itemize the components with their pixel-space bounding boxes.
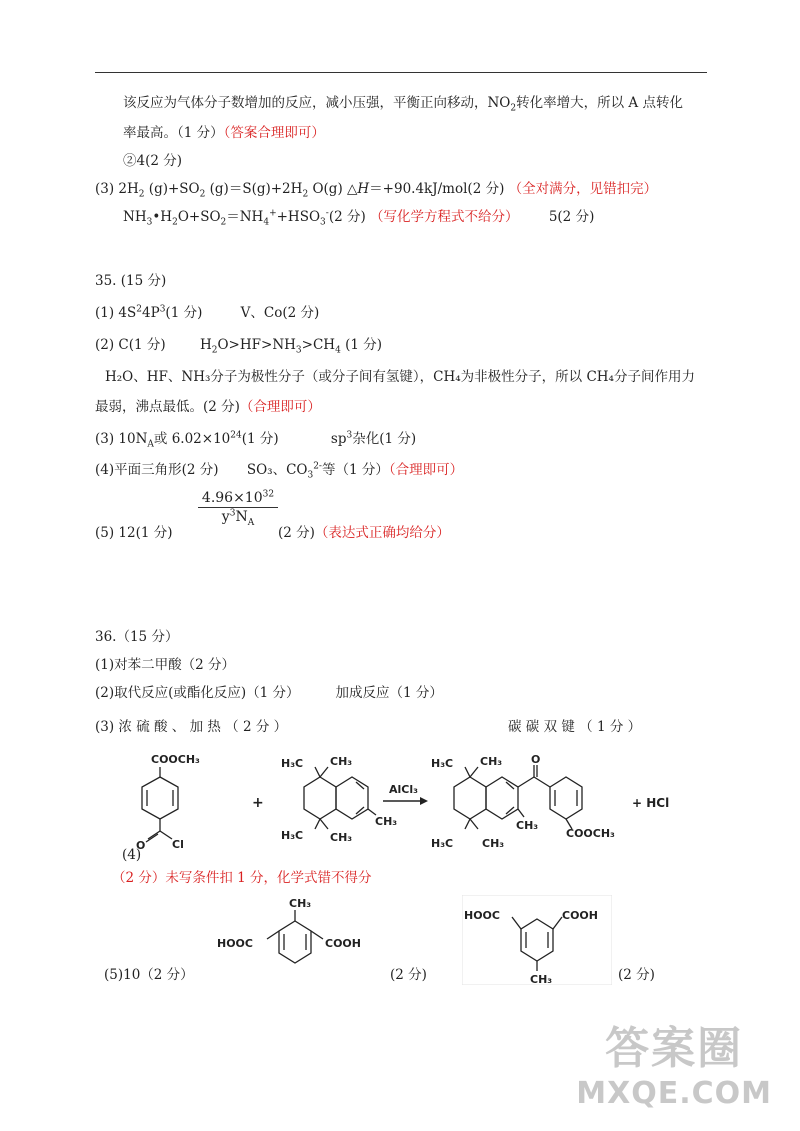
text-line: (3) $10N_A$或 $6.02\times 10^{24}(1$ 分) $sp^3$杂化(1 分): [95, 430, 417, 450]
arrow-head: [420, 797, 428, 805]
text-line: 最弱，沸点最低。(2 分)（合理即可）: [95, 399, 321, 415]
methyl-label: CH₃: [330, 755, 353, 768]
text-line: (2 分)（表达式正确均给分）: [278, 525, 450, 541]
text-line: 碳 碳 双 键 （ 1 分 ）: [508, 719, 642, 735]
methyl-label: CH₃: [480, 755, 503, 768]
question-heading: 35. (15 分): [95, 273, 167, 289]
methyl-label: H₃C: [281, 829, 304, 842]
text-line: (4)平面三角形(2 分) SO₃、$CO_3^{2-}$等（1 分）（合理即可）: [95, 461, 464, 481]
text-line: (2 分): [390, 967, 427, 983]
methyl-label: CH₃: [289, 897, 312, 910]
methyl-label: H₃C: [281, 757, 304, 770]
question-heading: 36.（15 分）: [95, 629, 179, 645]
hcl-label: + HCl: [632, 796, 670, 810]
text-line: 率最高。（1 分）（答案合理即可）: [123, 125, 325, 141]
methyl-label: H₃C: [431, 757, 454, 770]
methyl-label: CH₃: [516, 819, 539, 832]
structure-5-methylisophthalic-acid: [462, 895, 612, 985]
text-line: (4): [122, 847, 142, 863]
reaction-scheme: [100, 745, 720, 865]
text-line: (5) 12(1 分): [95, 525, 173, 541]
text-line: ②4(2 分): [123, 153, 183, 169]
methyl-label: CH₃: [375, 815, 398, 828]
text-line: 该反应为气体分子数增加的反应，减小压强，平衡正向移动，$NO_2$转化率增大，所以 A 点转化: [123, 95, 683, 114]
text-line: (1) $4S^24P^3(1$ 分) V、Co(2 分): [95, 304, 320, 321]
watermark-url: MXQE.COM: [576, 1076, 772, 1111]
text-line: (3) 浓 硫 酸 、 加 热 （ 2 分 ）: [95, 719, 288, 735]
watermark-logo-text: 答案圈: [605, 1023, 744, 1074]
carboxyl-label: HOOC: [464, 909, 500, 922]
density-fraction: [198, 489, 278, 528]
text-line: (2) C(1 分) $H_2O>HF>NH_3>CH_4$ (1 分): [95, 337, 383, 356]
reactant-tetralin: [304, 767, 376, 829]
plus-sign: +: [252, 795, 264, 811]
text-line: (2)取代反应(或酯化反应)（1 分） 加成反应（1 分）: [95, 685, 443, 701]
carboxyl-label: COOH: [562, 909, 598, 922]
ketone-o-label: O: [531, 753, 541, 766]
text-line: (2 分): [618, 967, 655, 983]
reactant-acyl-chloride: [142, 767, 178, 842]
watermark: [576, 1012, 772, 1111]
catalyst-label: AlCl₃: [389, 783, 418, 796]
fraction-denominator: $y^3N_A$: [221, 508, 255, 528]
carboxyl-label: COOH: [325, 937, 361, 950]
ester-label: COOCH₃: [566, 827, 615, 840]
methyl-label: CH₃: [330, 831, 353, 844]
carbonyl-o-label: O: [136, 839, 146, 852]
text-line: H₂O、HF、NH₃分子为极性分子（或分子间有氢键），CH₄为非极性分子，所以 CH₄分子间作用力: [105, 369, 695, 385]
text-line: (5)10（2 分）: [104, 967, 194, 983]
methyl-label: CH₃: [530, 973, 553, 985]
carboxyl-label: HOOC: [217, 937, 253, 950]
chloro-label: Cl: [172, 838, 184, 851]
ester-label: COOCH₃: [151, 753, 200, 766]
fraction-numerator: $4.96\times 10^{32}$: [198, 490, 278, 508]
methyl-label: CH₃: [482, 837, 505, 850]
structure-2-methylisophthalic-acid: [215, 893, 385, 983]
header-rule: [95, 72, 707, 73]
equation-line: $NH_3•H_2O+SO_2=NH_4^++HSO_3^-(2$ 分) （写化学方程式不给分） 5(2 分): [123, 208, 595, 228]
equation-line: (3) $2H_2$ $(g)+SO_2$ $(g)=S(g)+2H_2$ O(g) △H＝+90.4kJ/mol(2 分) （全对满分，见错扣完）: [95, 181, 658, 200]
text-line: (1)对苯二甲酸（2 分）: [95, 657, 236, 673]
methyl-label: H₃C: [431, 837, 454, 850]
grading-note: （2 分）未写条件扣 1 分，化学式错不得分: [112, 870, 372, 886]
